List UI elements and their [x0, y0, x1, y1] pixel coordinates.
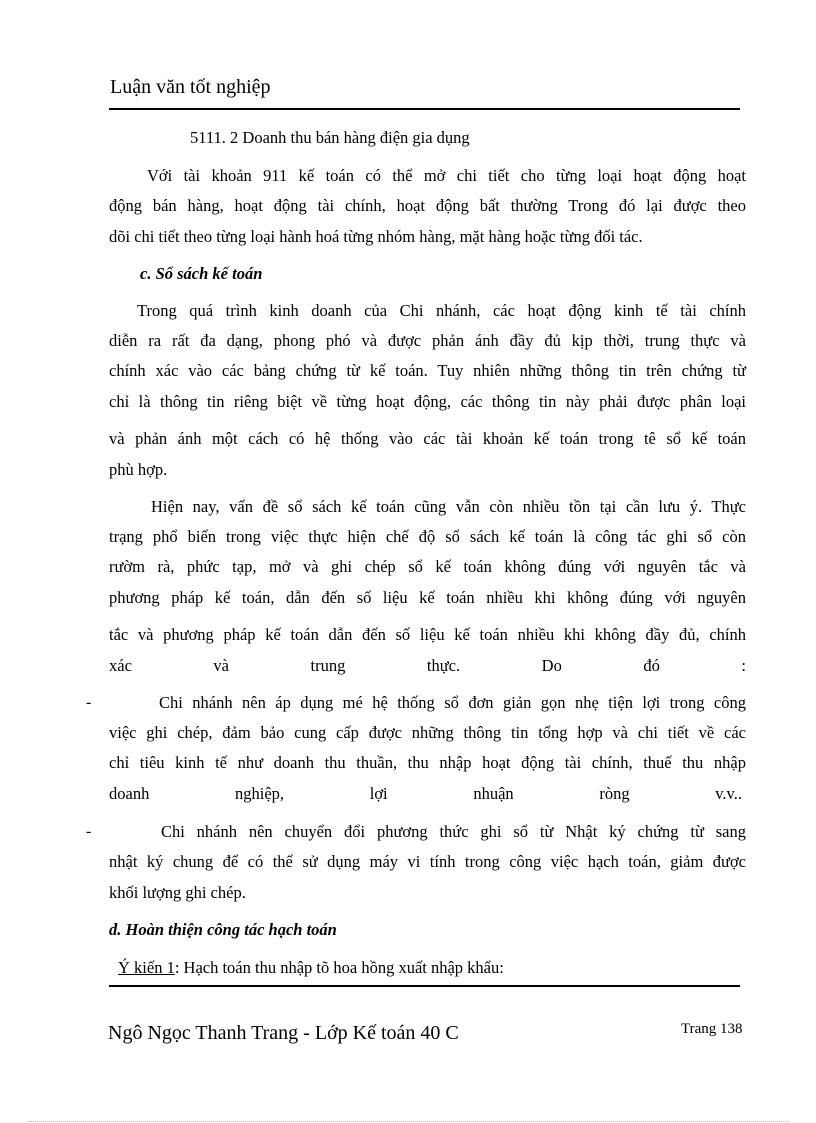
- para3-line-2: trạng phổ biến trong việc thực hiện chế độ sổ sách kế toán là công tác ghi sổ còn: [109, 527, 746, 546]
- opinion-label: Ý kiến 1: [118, 958, 175, 977]
- page-number: Trang 138: [681, 1021, 743, 1037]
- para1-line-2: động bán hàng, hoạt động tài chính, hoạt động bất thường Trong đó lại được theo: [109, 196, 746, 215]
- bullet2-line-1: Chi nhánh nên chuyển đổi phương thức ghi sổ từ Nhật ký chứng từ sang: [161, 822, 746, 841]
- para2-line-1: Trong quá trình kinh doanh của Chi nhánh, các hoạt động kinh tế tài chính: [137, 301, 746, 320]
- bullet1-line-1: Chi nhánh nên áp dụng mé hệ thống sổ đơn giản gọn nhẹ tiện lợi trong công: [159, 693, 746, 712]
- para3-line-1: Hiện nay, vấn đề sổ sách kế toán cũng vẫn còn nhiều tồn tại cần lưu ý. Thực: [151, 497, 746, 516]
- para1-line-3: dõi chi tiết theo từng loại hành hoá từng nhóm hàng, mặt hàng hoặc từng đối tác.: [109, 227, 643, 246]
- bullet1-line-4: doanh nghiệp, lợi nhuận ròng v.v..: [109, 784, 742, 803]
- heading-c: c. Sổ sách kế toán: [140, 264, 263, 283]
- para3-line-5: tắc và phương pháp kế toán dẫn đến số liệu kế toán nhiều khi không đầy đủ, chính: [109, 625, 746, 644]
- subaccount-line: 5111. 2 Doanh thu bán hàng điện gia dụng: [190, 128, 470, 147]
- para2-line-2: diễn ra rất đa dạng, phong phó và được phản ánh đầy đủ kịp thời, trung thực và: [109, 331, 746, 350]
- bullet2-line-3: khối lượng ghi chép.: [109, 883, 246, 902]
- para2-line-3: chính xác vào các bảng chứng từ kế toán. Tuy nhiên những thông tin trên chứng từ: [109, 361, 746, 380]
- para1-line-1: Với tài khoản 911 kế toán có thể mở chi tiết cho từng loại hoạt động hoạt: [147, 166, 746, 185]
- opinion-text: : Hạch toán thu nhập tõ hoa hồng xuất nhập khẩu:: [174, 958, 504, 977]
- bullet1-line-3: chỉ tiêu kinh tế như doanh thu thuần, thu nhập hoạt động tài chính, thuế thu nhập: [109, 753, 746, 772]
- page-edge-divider: [28, 1121, 788, 1122]
- para2-line-6: phù hợp.: [109, 460, 168, 479]
- bullet1-line-2: việc ghi chép, đảm bảo cung cấp được những thông tin tổng hợp và chi tiết về các: [109, 723, 746, 742]
- footer-rule: [109, 985, 740, 987]
- para3-line-3: rườm rà, phức tạp, mở và ghi chép sổ kế toán không đúng với nguyên tắc và: [109, 557, 746, 576]
- para3-line-6: xác và trung thực. Do đó :: [109, 656, 746, 675]
- header-title: Luận văn tốt nghiệp: [110, 76, 271, 98]
- para2-line-4: chỉ là thông tin riêng biệt về từng hoạt động, các thông tin này phải được phân loại: [109, 392, 746, 411]
- para2-line-5: và phản ánh một cách có hệ thống vào các tài khoản kế toán trong tê sổ kế toán: [109, 429, 746, 448]
- para3-line-4: phương pháp kế toán, dẫn đến số liệu kế toán nhiều khi không đúng với nguyên: [109, 588, 746, 607]
- bullet-marker-1: -: [86, 694, 92, 711]
- header-rule: [109, 108, 740, 110]
- bullet-marker-2: -: [86, 823, 92, 840]
- heading-d: d. Hoàn thiện công tác hạch toán: [109, 920, 337, 939]
- opinion-line: [118, 958, 504, 978]
- bullet2-line-2: nhật ký chung để có thể sử dụng máy vi tính trong công việc hạch toán, giảm được: [109, 852, 746, 871]
- footer-author: Ngô Ngọc Thanh Trang - Lớp Kế toán 40 C: [108, 1022, 459, 1044]
